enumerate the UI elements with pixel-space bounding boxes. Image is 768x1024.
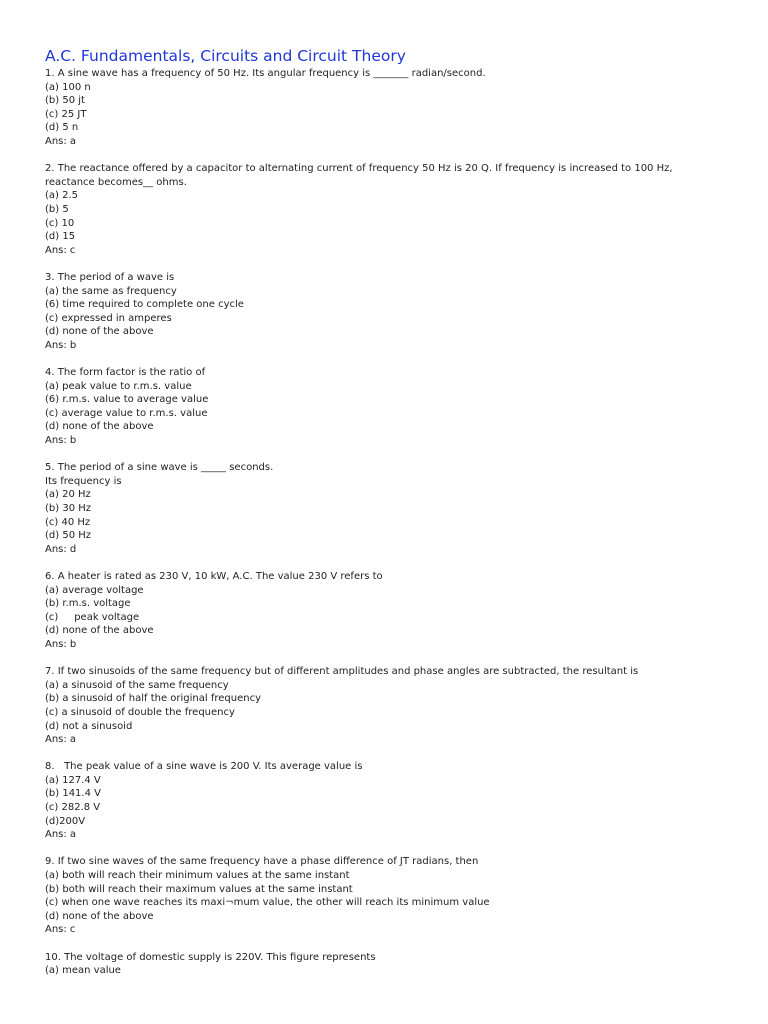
option-line: (d) none of the above — [45, 625, 154, 637]
question-block — [45, 67, 745, 149]
option-line: (c) 40 Hz — [45, 516, 91, 528]
question-line: 10. The voltage of domestic supply is 220V. This figure represents — [45, 951, 376, 963]
option-line: (d) 50 Hz — [45, 530, 92, 542]
question-list — [45, 67, 745, 978]
option-line: (d) 5 n — [45, 122, 79, 134]
question-line: 6. A heater is rated as 230 V, 10 kW, A.C. The value 230 V refers to — [45, 570, 383, 582]
option-line: (a) 2.5 — [45, 190, 79, 202]
option-line: (d)200V — [45, 815, 86, 827]
option-line: (a) both will reach their minimum values at the same instant — [45, 870, 350, 882]
answer-line: Ans: b — [45, 435, 77, 447]
option-line: (c) 282.8 V — [45, 802, 101, 814]
option-line: (d) 15 — [45, 231, 76, 243]
question-line: 9. If two sine waves of the same frequency have a phase difference of JT radians, then — [45, 856, 479, 868]
question-line: 7. If two sinusoids of the same frequency but of different amplitudes and phase angles are subtracted, the resultant is — [45, 666, 639, 678]
option-line: (a) 20 Hz — [45, 489, 91, 501]
option-line: (a) average voltage — [45, 584, 144, 596]
question-block — [45, 855, 745, 937]
option-line: (6) time required to complete one cycle — [45, 299, 244, 311]
question-block — [45, 951, 745, 978]
question-block — [45, 760, 745, 842]
question-line: Its frequency is — [45, 475, 122, 487]
option-line: (c) 25 JT — [45, 108, 87, 120]
question-block — [45, 271, 745, 353]
question-line: reactance becomes__ ohms. — [45, 176, 187, 188]
page-title: A.C. Fundamentals, Circuits and Circuit Theory — [45, 47, 406, 65]
answer-line: Ans: a — [45, 135, 77, 147]
option-line: (d) none of the above — [45, 910, 154, 922]
answer-line: Ans: d — [45, 543, 77, 555]
option-line: (b) 141.4 V — [45, 788, 101, 800]
option-line: (b) r.m.s. voltage — [45, 598, 131, 610]
option-line: (c) average value to r.m.s. value — [45, 407, 208, 419]
answer-line: Ans: c — [45, 924, 76, 936]
option-line: (c) expressed in amperes — [45, 312, 172, 324]
question-line: 2. The reactance offered by a capacitor to alternating current of frequency 50 Hz is 20 Q. If frequency is increased to 100 Hz, — [45, 163, 673, 175]
question-line: 5. The period of a sine wave is _____ seconds. — [45, 462, 274, 474]
option-line: (c) a sinusoid of double the frequency — [45, 706, 235, 718]
question-line: 4. The form factor is the ratio of — [45, 367, 206, 379]
question-line: 3. The period of a wave is — [45, 271, 175, 283]
question-block — [45, 570, 745, 652]
option-line: (c) when one wave reaches its maxi¬mum value, the other will reach its minimum value — [45, 897, 490, 909]
question-block — [45, 162, 745, 257]
option-line: (6) r.m.s. value to average value — [45, 394, 209, 406]
question-line: 8. The peak value of a sine wave is 200 V. Its average value is — [45, 761, 363, 773]
option-line: (a) the same as frequency — [45, 285, 177, 297]
question-block — [45, 461, 745, 556]
option-line: (a) mean value — [45, 965, 121, 977]
option-line: (b) 50 jt — [45, 95, 85, 107]
question-line: 1. A sine wave has a frequency of 50 Hz. Its angular frequency is _______ radian/second. — [45, 68, 486, 79]
answer-line: Ans: b — [45, 339, 77, 351]
option-line: (b) both will reach their maximum values at the same instant — [45, 883, 353, 895]
answer-line: Ans: a — [45, 734, 77, 746]
option-line: (a) 127.4 V — [45, 774, 101, 786]
option-line: (a) 100 n — [45, 81, 91, 93]
document-page — [45, 46, 745, 991]
question-block — [45, 665, 745, 747]
option-line: (b) 5 — [45, 203, 69, 215]
option-line: (b) 30 Hz — [45, 503, 92, 514]
answer-line: Ans: a — [45, 829, 77, 841]
option-line: (d) none of the above — [45, 326, 154, 338]
option-line: (a) a sinusoid of the same frequency — [45, 679, 229, 691]
option-line: (c) 10 — [45, 217, 75, 229]
option-line: (c) peak voltage — [45, 611, 140, 623]
option-line: (b) a sinusoid of half the original frequency — [45, 693, 261, 705]
option-line: (d) none of the above — [45, 421, 154, 433]
option-line: (d) not a sinusoid — [45, 720, 133, 732]
answer-line: Ans: b — [45, 638, 77, 650]
question-block — [45, 366, 745, 448]
answer-line: Ans: c — [45, 244, 76, 256]
option-line: (a) peak value to r.m.s. value — [45, 380, 192, 392]
